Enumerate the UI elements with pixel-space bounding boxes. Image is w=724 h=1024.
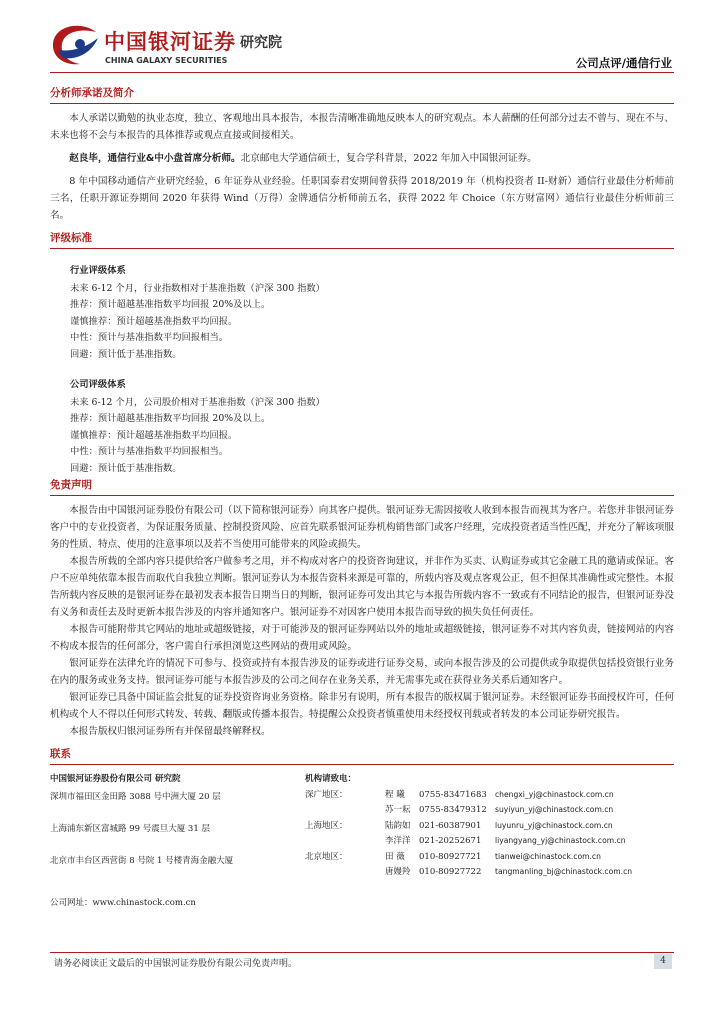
sales-phone: 021-60387901 xyxy=(419,820,482,831)
report-category: 公司点评/通信行业 xyxy=(575,56,672,70)
disclaimer-paragraph: 本报告所载的全部内容只提供给客户做参考之用，并不构成对客户的投资咨询建议，并非作为买卖、认购证券或其它金融工具的邀请或保证。客户不应单纯依靠本报告而取代自我独立判断。银河证券认为本报告资料来源是可靠的，所载内容及观点客观公正，但不担保其准确性或完整性。本报告所载内容反映的是银河证券在最初发表本报告日期当日的判断，银河证券可发出其它与本报告所载内容不一致或有不同结论的报告，但银河证券没有义务和责任去及时更新本报告涉及的内容并通知客户。银河证券不对因客户使用本报告而导致的损失负任何责任。 xyxy=(50,556,674,618)
sales-contact-row xyxy=(305,818,675,834)
sales-email[interactable]: tangmanling_bj@chinastock.com.cn xyxy=(495,867,633,876)
industry-rating xyxy=(50,263,674,363)
sales-phone: 010-80927721 xyxy=(419,851,482,862)
galaxy-logo-icon xyxy=(50,22,100,68)
sales-email[interactable]: tianwei@chinastock.com.cn xyxy=(495,851,601,861)
rating-line: 谨慎推荐：预计超越基准指数平均回报。 xyxy=(70,429,238,441)
sales-name: 程 曦 xyxy=(385,789,405,800)
sales-region: 上海地区： xyxy=(305,820,348,831)
rating-line: 中性：预计与基准指数平均回报相当。 xyxy=(70,332,229,343)
sales-email[interactable]: luyunru_yj@chinastock.com.cn xyxy=(495,820,613,830)
sales-email[interactable]: chengxi_yj@chinastock.com.cn xyxy=(495,789,614,799)
disclaimer-paragraph: 银河证券已具备中国证监会批复的证券投资咨询业务资格。除非另有说明，所有本报告的版权属于银河证券。未经银河证券书面授权许可，任何机构或个人不得以任何形式转发、转载、翻版或传播本报告。特提醒公众投资者慎重使用未经授权刊载或者转发的本公司证券研究报告。 xyxy=(50,692,674,720)
sales-contact-row xyxy=(305,833,675,849)
logo-institute: 研究院 xyxy=(240,35,282,51)
sales-phone: 0755-83479312 xyxy=(419,805,487,815)
rating-line: 中性：预计与基准指数平均回报相当。 xyxy=(70,446,229,457)
section-title-disclaimer: 免责声明 xyxy=(50,477,674,496)
section-title-rating: 评级标准 xyxy=(50,230,674,249)
logo-chinese-name: 中国银河证券 xyxy=(104,30,236,54)
section-title-analyst: 分析师承诺及简介 xyxy=(50,85,674,104)
rating-line: 推荐：预计超越基准指数平均回报 20%及以上。 xyxy=(70,413,271,424)
company-addresses xyxy=(50,771,300,869)
company-name: 中国银河证券股份有限公司 研究院 xyxy=(50,774,181,784)
sales-region: 北京地区： xyxy=(305,851,348,862)
footer-disclaimer-note: 请务必阅读正文最后的中国银河证券股份有限公司免责声明。 xyxy=(54,959,298,969)
footer-divider xyxy=(50,952,674,953)
sales-email[interactable]: liyangyang_yj@chinastock.com.cn xyxy=(495,836,626,845)
sales-title: 机构请致电： xyxy=(305,774,357,784)
sales-name: 陆韵如 xyxy=(385,820,411,831)
address-beijing: 北京市丰台区西营街 8 号院 1 号楼青海金融大厦 xyxy=(50,856,234,866)
address-shanghai: 上海浦东新区富城路 99 号震旦大厦 31 层 xyxy=(50,824,210,834)
sales-email[interactable]: suyiyun_yj@chinastock.com.cn xyxy=(495,805,614,814)
analyst-experience: 8 年中国移动通信产业研究经验，6 年证券从业经验。任职国泰君安期间曾获得 2018/2019 年（机构投资者 II-财新）通信行业最佳分析师前三名，任职开源证券期间 2020 年获得 Wind（万得）金牌通信分析师前五名，获得 2022 年 Choice（东方财富网）通信行业最佳分析师前三名。 xyxy=(50,176,674,221)
header-divider xyxy=(50,72,674,73)
contact-block xyxy=(50,771,674,908)
sales-name: 苏一耘 xyxy=(385,805,411,815)
rating-line: 谨慎推荐：预计超越基准指数平均回报。 xyxy=(70,315,238,327)
company-logo xyxy=(50,22,300,70)
page-content xyxy=(50,85,674,908)
company-rating-title: 公司评级体系 xyxy=(70,379,126,390)
disclaimer-paragraph: 银河证券在法律允许的情况下可参与、投资或持有本报告涉及的证券或进行证券交易，或向本报告涉及的公司提供或争取提供包括投资银行业务在内的服务或业务支持。银河证券可能与本报告涉及的公司之间存在业务关系，并无需事先或在获得业务关系后通知客户。 xyxy=(50,658,674,686)
company-website[interactable]: 公司网址：www.chinastock.com.cn xyxy=(50,898,196,908)
sales-name: 田 薇 xyxy=(385,851,405,862)
logo-english-name: CHINA GALAXY SECURITIES xyxy=(105,56,228,65)
sales-name: 李洋洋 xyxy=(385,836,411,846)
sales-phone: 0755-83471683 xyxy=(419,789,487,800)
disclaimer-paragraph: 本报告由中国银河证券股份有限公司（以下简称银河证券）向其客户提供。银河证券无需因接收人收到本报告而视其为客户。若您并非银河证券客户中的专业投资者，为保证服务质量、控制投资风险、应首先联系银河证券机构销售部门或客户经理，完成投资者适当性匹配，并充分了解该项服务的性质、特点、使用的注意事项以及若不当使用可能带来的风险或损失。 xyxy=(50,505,674,550)
rating-line: 回避：预计低于基准指数。 xyxy=(70,348,182,360)
sales-contact-row xyxy=(305,849,675,865)
sales-phone: 010-80927722 xyxy=(419,867,482,877)
sales-phone: 021-20252671 xyxy=(419,836,482,846)
sales-name: 唐嫚羚 xyxy=(385,867,411,877)
industry-rating-title: 行业评级体系 xyxy=(70,265,126,276)
sales-region: 深广地区： xyxy=(305,789,348,800)
analyst-pledge: 本人承诺以勤勉的执业态度，独立、客观地出具本报告，本报告清晰准确地反映本人的研究观点。本人薪酬的任何部分过去不曾与、现在不与、未来也将不会与本报告的具体推荐或观点直接或间接相关。 xyxy=(50,113,674,141)
analyst-intro xyxy=(50,150,674,167)
rating-line: 未来 6-12 个月，行业指数相对于基准指数（沪深 300 指数） xyxy=(70,282,325,294)
sales-contacts xyxy=(305,771,675,880)
page-number: 4 xyxy=(654,954,672,969)
rating-line: 回避：预计低于基准指数。 xyxy=(70,462,182,474)
disclaimer-paragraph: 本报告版权归银河证券所有并保留最终解释权。 xyxy=(69,726,271,737)
sales-contact-row xyxy=(305,802,675,818)
sales-contact-row xyxy=(305,864,675,880)
rating-line: 未来 6-12 个月，公司股价相对于基准指数（沪深 300 指数） xyxy=(70,396,325,408)
disclaimer-paragraph: 本报告可能附带其它网站的地址或超级链接，对于可能涉及的银河证券网站以外的地址或超级链接，银河证券不对其内容负责，链接网站的内容不构成本报告的任何部分，客户需自行承担浏览这些网站的费用或风险。 xyxy=(50,624,674,652)
sales-contact-row xyxy=(305,787,675,803)
rating-line: 推荐：预计超越基准指数平均回报 20%及以上。 xyxy=(70,299,271,310)
analyst-intro-text: 北京邮电大学通信硕士，复合学科背景，2022 年加入中国银河证券。 xyxy=(240,153,537,164)
company-rating xyxy=(50,377,674,477)
address-shenzhen: 深圳市福田区金田路 3088 号中洲大厦 20 层 xyxy=(50,792,221,802)
analyst-name-title: 赵良毕，通信行业&中小盘首席分析师。 xyxy=(69,153,241,164)
section-title-contact: 联系 xyxy=(50,746,674,765)
